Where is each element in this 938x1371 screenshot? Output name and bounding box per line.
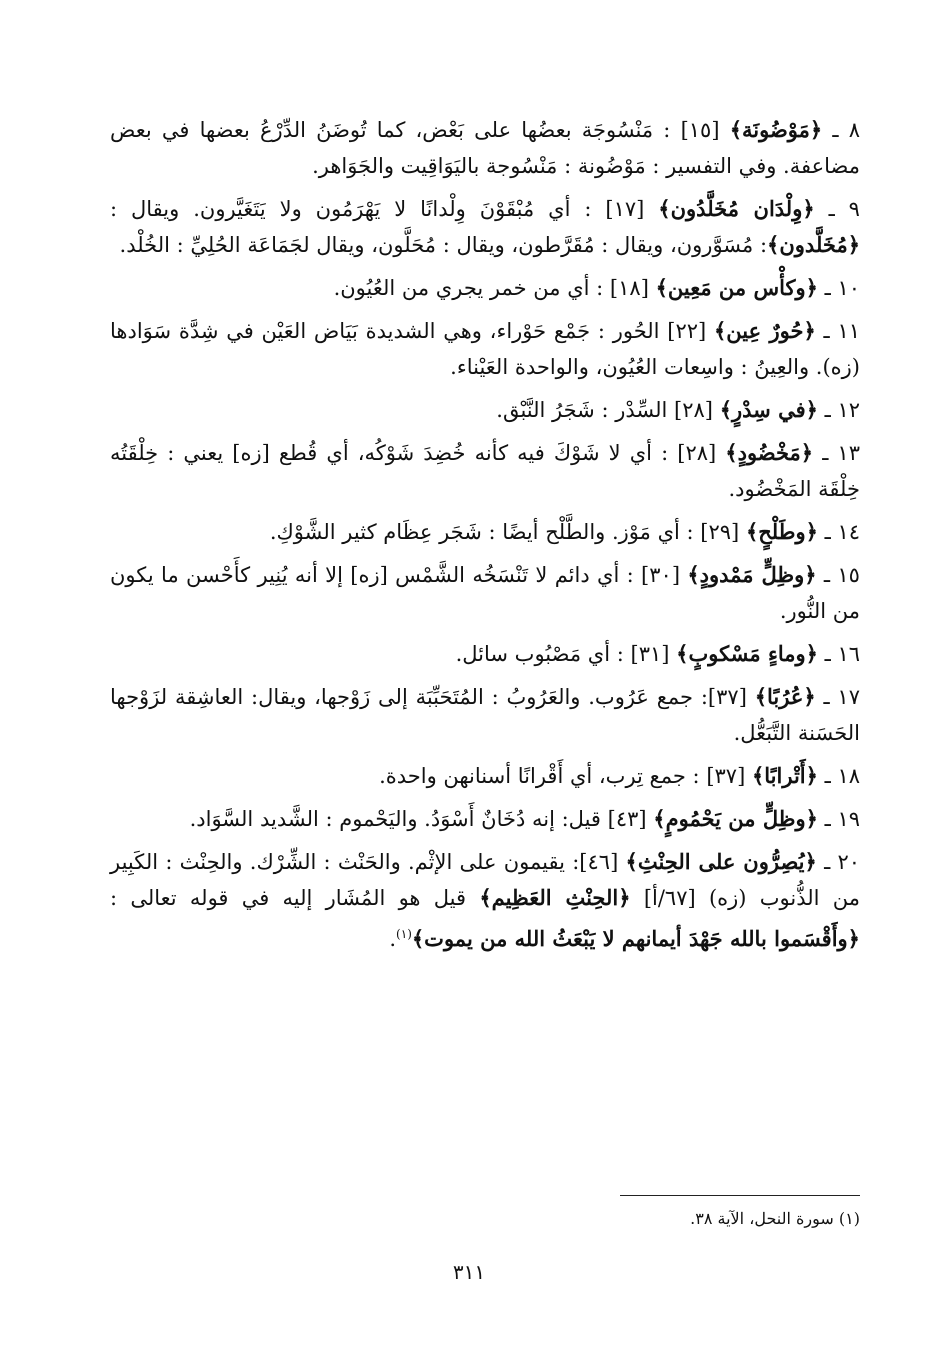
footnote: (١) سورة النحل، الآية ٣٨. xyxy=(690,1209,860,1228)
quran-term: ﴿مَوْضُونَة﴾ xyxy=(729,117,823,142)
entry-number: ٨ ـ xyxy=(832,118,860,142)
entry-18 xyxy=(110,758,860,794)
quran-term-secondary: ﴿الحِنْثِ العَظِيم﴾ xyxy=(479,885,631,910)
entry-continuation-text: : مُسَوَّرون، ويقال : مُقَرَّطون، ويقال : مُحَلَّون، ويقال لجَمَاعَة الحُلِيِّ : الخُلْد. xyxy=(119,233,768,257)
entry-17 xyxy=(110,679,860,751)
entry-text: يقيمون على الإثْم. والحَنْث : الشِّرْك. والحِنْث : الكَبِير من الذُّنوب (زه) [٦٧/أ] xyxy=(110,850,860,910)
entry-text: : أي مَوْز. والطَّلْح أيضًا : شَجَر عِظَام كثير الشَّوْكِ. xyxy=(269,520,694,544)
entry-text: : مَنْسُوجَة بعضُها على بَعْض، كما تُوضَنُ الدِّرْعُ بعضها في بعض مضاعفة. وفي التفسير : مَوْضُونة : مَنْسُوجة باليَوَاقِيت والجَوَاهر. xyxy=(110,118,860,178)
entry-9 xyxy=(110,191,860,263)
quran-term-secondary: ﴿مُخَلَّدون﴾ xyxy=(767,232,860,257)
entry-12 xyxy=(110,392,860,428)
entry-continuation-prefix: ويقال : xyxy=(110,197,180,221)
entry-number: ١٤ ـ xyxy=(824,520,860,544)
entry-number: ٢٠ ـ xyxy=(824,850,861,874)
verse-ref: [٣٠] xyxy=(641,563,681,587)
quran-quote: ﴿وأَقْسَموا بالله جَهْدَ أيمانهم لا يَبْعَثُ الله من يموت﴾ xyxy=(411,926,860,951)
quran-term: ﴿وطَلْحٍ﴾ xyxy=(745,519,818,544)
entry-text: : جمع تِرب، أي أَقْرانًا أسنانهن واحدة. xyxy=(379,764,700,788)
entry-11 xyxy=(110,313,860,385)
footnote-marker[interactable]: (١) xyxy=(396,927,412,941)
verse-ref: [٣٧]: xyxy=(700,685,747,709)
verse-ref: [٤٣] xyxy=(607,807,647,831)
footnote-divider xyxy=(620,1195,860,1196)
entry-text-secondary: قيل هو المُشَار إليه في قوله تعالى : xyxy=(110,886,467,910)
entry-number: ١٠ ـ xyxy=(824,276,860,300)
verse-ref: [١٥] xyxy=(680,118,720,142)
verse-ref: [٣١] xyxy=(630,642,670,666)
entry-19 xyxy=(110,801,860,837)
quran-term: ﴿وكأْس من مَعِين﴾ xyxy=(655,275,818,300)
verse-ref: [٢٨] xyxy=(677,441,717,465)
quran-term: ﴿وِلْدَان مُخَلَّدُون﴾ xyxy=(658,196,815,221)
verse-ref: [١٨] xyxy=(609,276,649,300)
entry-text: : أي من خمر يجري من العُيُون. xyxy=(333,276,604,300)
page-number: ٣١١ xyxy=(452,1260,486,1284)
entry-20 xyxy=(110,844,860,957)
entry-end-punct: . xyxy=(389,927,397,951)
quran-term: ﴿وظِلٍّ مَمْدودٍ﴾ xyxy=(687,562,817,587)
entry-text: : أي لا شَوْكَ فيه كأنه خُضِدَ شَوْكُه، أي قُطع [زه] يعني : خِلْقَتُه خِلْقَة المَخْضُود. xyxy=(110,441,860,501)
entry-number: ٩ ـ xyxy=(828,197,860,221)
quran-term: ﴿حُورٌ عِين﴾ xyxy=(713,318,816,343)
entry-number: ١٣ ـ xyxy=(822,441,860,465)
verse-ref: [١٧] xyxy=(605,197,645,221)
entry-number: ١٧ ـ xyxy=(823,685,860,709)
entry-15 xyxy=(110,557,860,629)
verse-ref: [٤٦]: xyxy=(572,850,619,874)
entry-number: ١١ ـ xyxy=(823,319,860,343)
entry-16 xyxy=(110,636,860,672)
quran-term: ﴿يُصِرُّون على الحِنْثِ﴾ xyxy=(625,849,817,874)
entry-number: ١٨ ـ xyxy=(824,764,860,788)
entry-14 xyxy=(110,514,860,550)
quran-term: ﴿عُرُبًا﴾ xyxy=(754,684,816,709)
verse-ref: [٣٧] xyxy=(706,764,746,788)
verse-ref: [٢٩] xyxy=(700,520,740,544)
quran-term: ﴿في سِدْرٍ﴾ xyxy=(719,397,818,422)
quran-term: ﴿أَتْرابًا﴾ xyxy=(751,763,818,788)
quran-term: ﴿وظِلٍّ من يَحْمُومٍ﴾ xyxy=(653,806,818,831)
entry-text: جمع عَرُوب. والعَرُوبُ : المُتَحَبِّبَة إلى زَوْجها، ويقال: العاشِقة لزَوْجها الحَسَنة التَّبَعُّل. xyxy=(110,685,860,745)
entry-text: السِّدْر : شَجَرُ النَّبْق. xyxy=(496,398,668,422)
entry-13 xyxy=(110,435,860,507)
main-text xyxy=(110,112,860,964)
verse-ref: [٢٢] xyxy=(667,319,707,343)
entry-number: ١٦ ـ xyxy=(824,642,860,666)
quran-term: ﴿وماءٍ مَسْكوبٍ﴾ xyxy=(676,641,818,666)
entry-number: ١٢ ـ xyxy=(824,398,860,422)
entry-10 xyxy=(110,270,860,306)
entry-text: الحُور : جَمْع حَوْراء، وهي الشديدة بَيَاض العَيْن في شِدَّة سَوَادها (زه). والعِينُ : واسِعات العُيُون، والواحدة العَيْناء. xyxy=(110,319,860,379)
entry-number: ١٥ ـ xyxy=(823,563,860,587)
verse-ref: [٢٨] xyxy=(674,398,713,422)
entry-text: قيل: إنه دُخَانٌ أَسْوَدُ. واليَحْموم : الشَّديد السَّوَاد. xyxy=(189,807,601,831)
entry-text: : أي مَصْبُوب سائل. xyxy=(455,642,624,666)
entry-text: : أي مُبْقَوْنَ وِلْدانًا لا يَهْرَمُون ولا يَتَغَيَّرون. xyxy=(193,197,592,221)
entry-8 xyxy=(110,112,860,184)
entry-text: : أي دائم لا تَنْسَخُه الشَّمْس [زه] إلا أنه يُنِير كأَحْسن ما يكون من النُّور. xyxy=(110,563,860,623)
quran-term: ﴿مَخْضُودٍ﴾ xyxy=(725,440,814,465)
entry-number: ١٩ ـ xyxy=(824,807,860,831)
